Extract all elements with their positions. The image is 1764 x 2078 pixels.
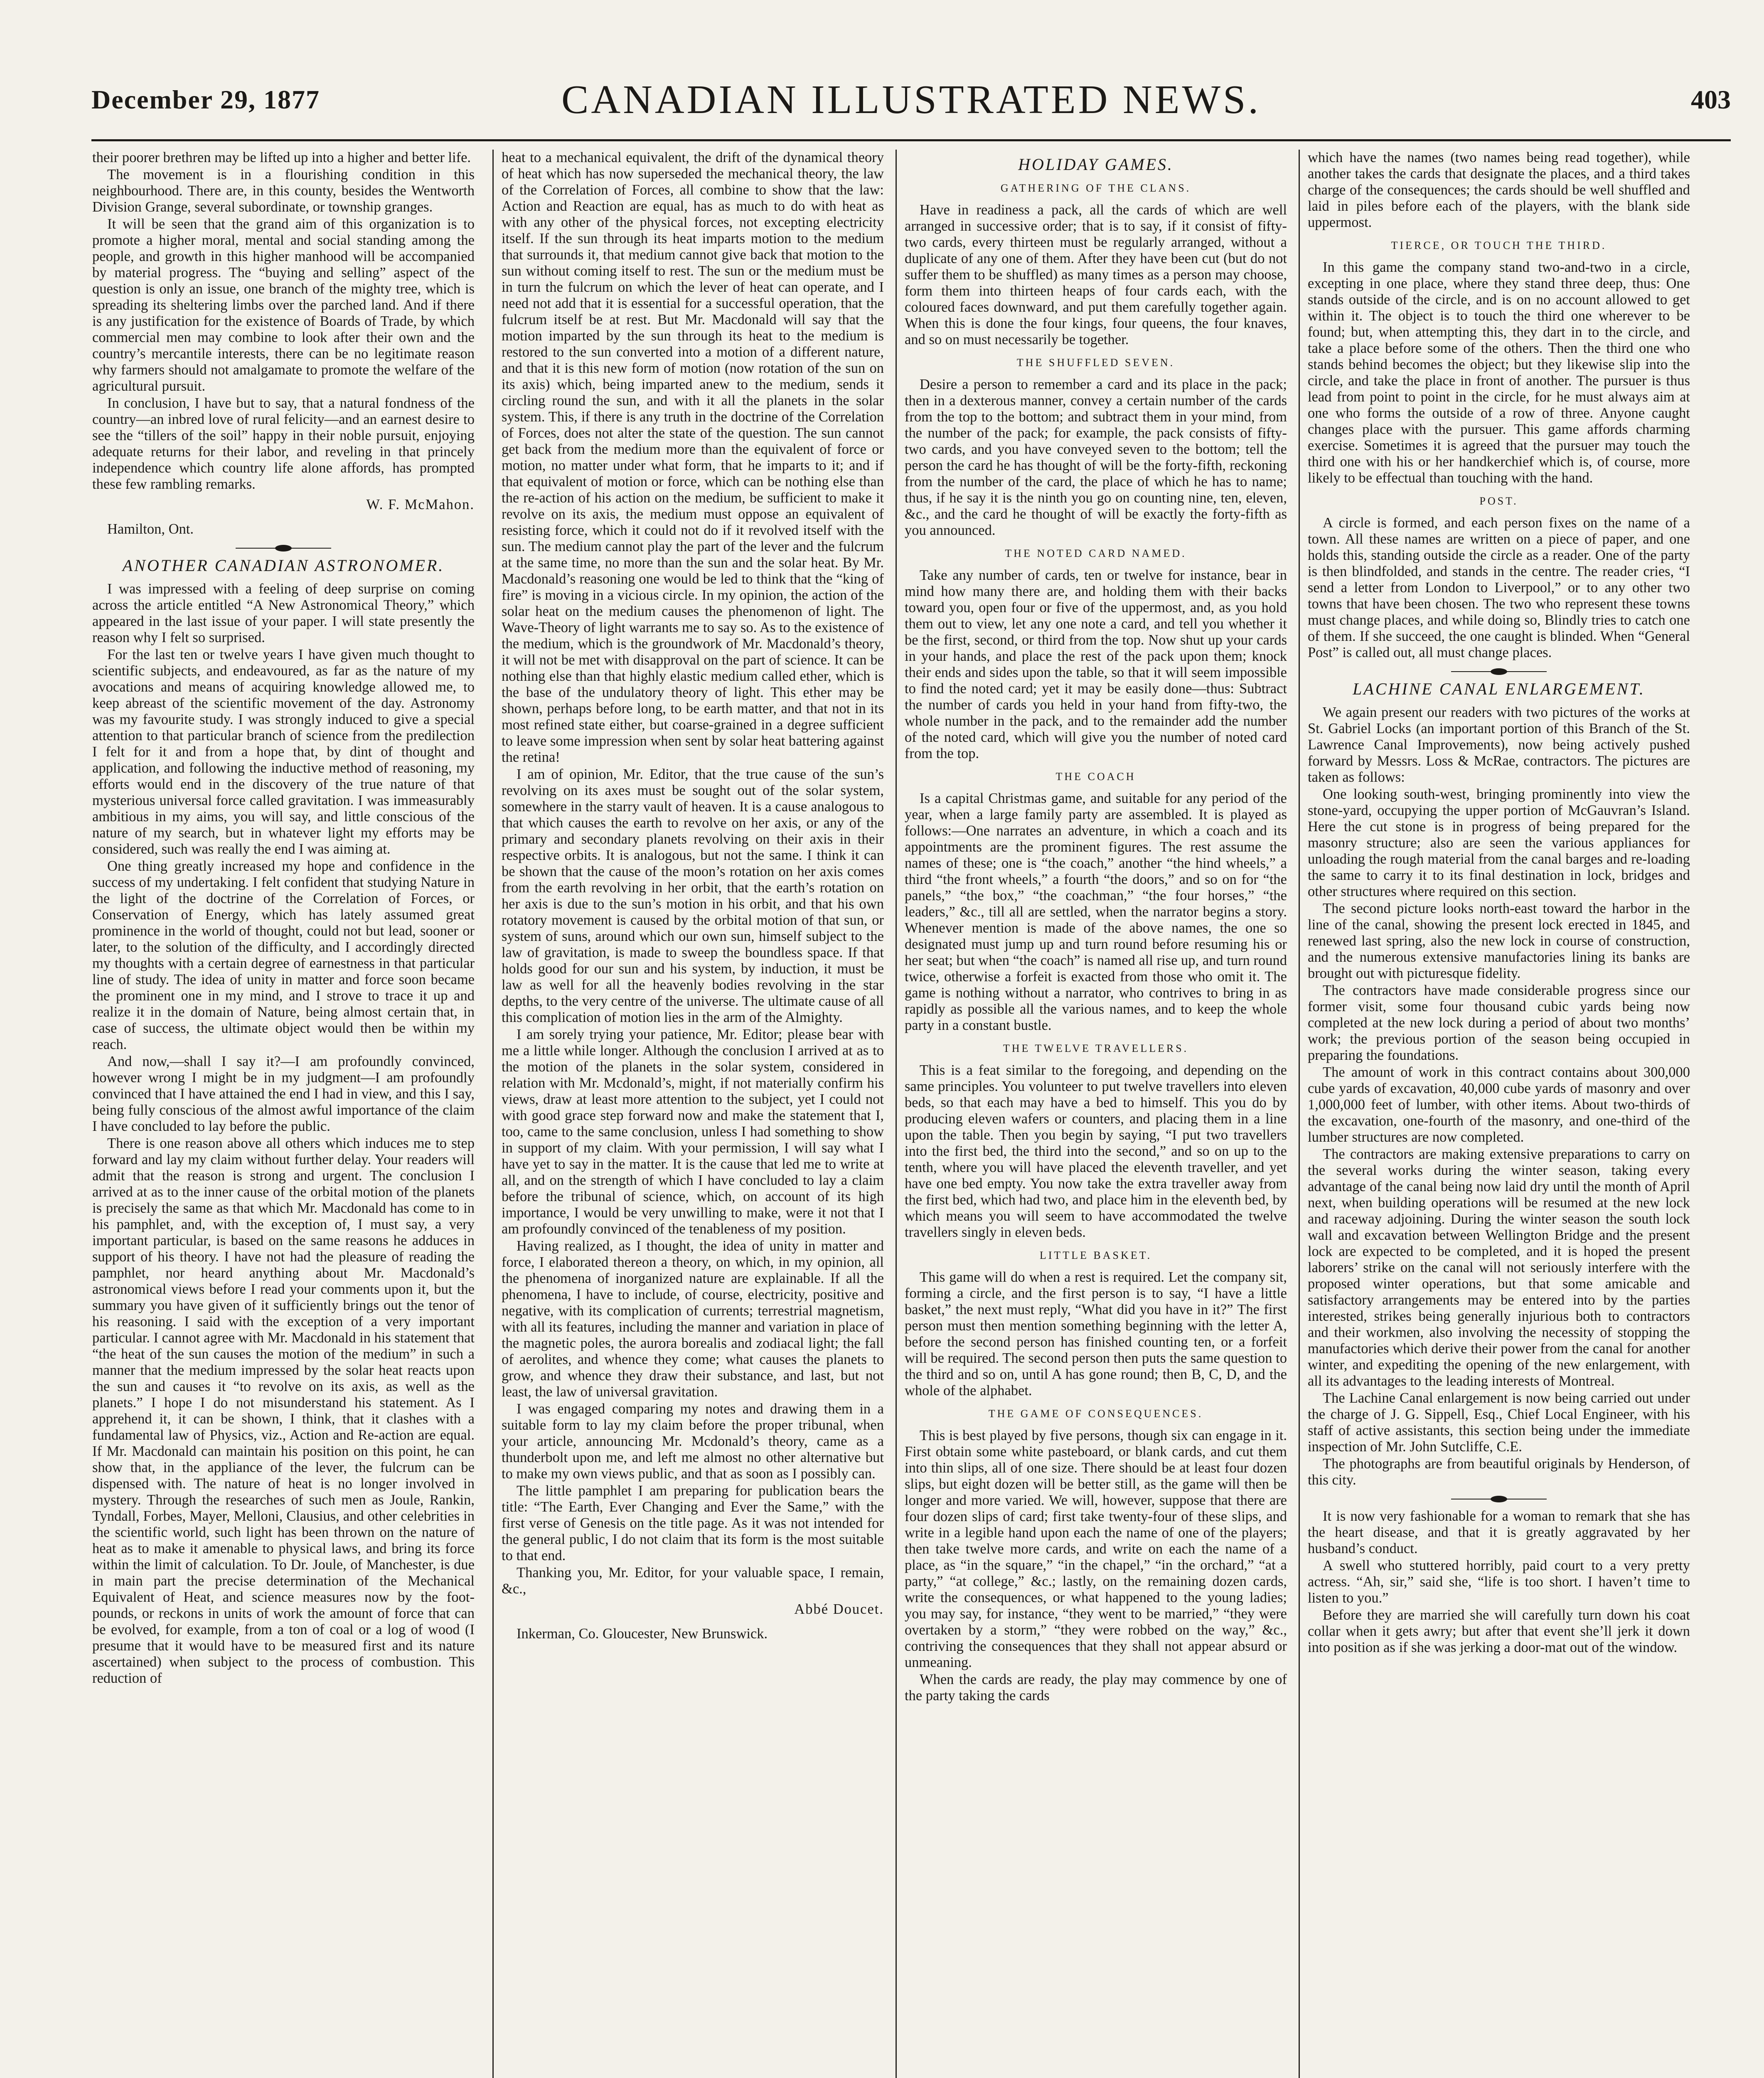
masthead <box>91 62 1731 137</box>
paragraph: Before they are married she will carefully turn down his coat collar when it gets awry; but after that event she’ll jerk it down into position as if she was jerking a door-mat out of the window. <box>1308 1607 1690 1655</box>
section-subheading: GATHERING OF THE CLANS. <box>1000 182 1191 194</box>
column-divider <box>1299 150 1300 2078</box>
paragraph: I was engaged comparing my notes and drawing them in a suitable form to lay my claim before the proper tribunal, when your article, announcing Mr. Mcdonald’s theory, came as a thunderbolt upon me, and left me almost no other alternative but to make my own views public, and that as soon as I possibly can. <box>502 1401 884 1482</box>
section-subheading: THE NOTED CARD NAMED. <box>1005 547 1187 559</box>
column-3 <box>905 150 1287 2078</box>
paragraph: The Lachine Canal enlargement is now being carried out under the charge of J. G. Sippell, Esq., Chief Local Engineer, with his staff of active assistants, this section being under the immediate inspection of Mr. John Sutcliffe, C.E. <box>1308 1390 1690 1455</box>
section-ornament <box>236 547 331 550</box>
paragraph: It is now very fashionable for a woman to remark that she has the heart disease, and that it is greatly aggravated by her husband’s conduct. <box>1308 1508 1690 1556</box>
section-subheading: TIERCE, OR TOUCH THE THIRD. <box>1391 239 1607 251</box>
article-heading: ANOTHER CANADIAN ASTRONOMER. <box>122 556 445 575</box>
paragraph: One thing greatly increased my hope and confidence in the success of my undertaking. I felt confident that studying Nature in the light of the doctrine of the Correlation of Forces, or Conservation of Energy, which has lately assumed great prominence in the world of thought, could not but lead, sooner or later, to the solution of the difficulty, and I accordingly directed my thoughts with a certain degree of earnestness in that particular line of study. The idea of unity in matter and force soon became the prominent one in my mind, and I strove to trace it up and realize it in the domain of Nature, being almost certain that, in case of success, the ultimate object would then be within my reach. <box>92 858 475 1052</box>
column-divider <box>896 150 897 2078</box>
paragraph: The photographs are from beautiful originals by Henderson, of this city. <box>1308 1456 1690 1488</box>
article-heading: LACHINE CANAL ENLARGEMENT. <box>1353 680 1645 698</box>
section-subheading: THE COACH <box>1055 771 1136 783</box>
paragraph: I am sorely trying your patience, Mr. Editor; please bear with me a little while longer. Although the conclusion I arrived at as to the motion of the planets in the solar system, considered in relation with Mr. Mcdonald’s, might, if not materially confirm his views, draw at least more attention to the subject, yet I could not with good grace step forward now and make the statement that I, too, came to the same conclusion, unless I had something to show in support of my claim. With your permission, I will say what I have yet to say in the matter. It is the cause that led me to write at all, and on the strength of which I have concluded to lay a claim before the tribunal of science, which, on account of its high importance, I would be very unwilling to make, were it not that I am profoundly convinced of the tenableness of my position. <box>502 1027 884 1237</box>
paragraph: This game will do when a rest is required. Let the company sit, forming a circle, and the first person is to say, “I have a little basket,” the next must reply, “What did you have in it?” The first person must then mention something beginning with the letter A, before the second person has finished counting ten, or a forfeit will be required. The second person then puts the same question to the third and so on, until A has gone round; then B, C, D, and the whole of the alphabet. <box>905 1269 1287 1398</box>
paragraph: Take any number of cards, ten or twelve for instance, bear in mind how many there are, and holding them with their backs toward you, open four or five of the uppermost, and, as you hold them out to view, let any one note a card, and tell you whether it be the first, second, or third from the top. Now shut up your cards in your hands, and place the rest of the pack upon them; knock their ends and sides upon the table, so that it will seem impossible to find the noted card; yet it may be easily done—thus: Subtract the number of cards you held in your hand from fifty-two, the whole number in the pack, and to the remainder add the number of the noted card, which will give you the number of noted card from the top. <box>905 567 1287 761</box>
column-1 <box>92 150 475 2078</box>
paragraph: When the cards are ready, the play may commence by one of the party taking the cards <box>905 1672 1287 1704</box>
dateline: Inkerman, Co. Gloucester, New Brunswick. <box>517 1626 768 1642</box>
paragraph: One looking south-west, bringing prominently into view the stone-yard, occupying the upper portion of McGauvran’s Island. Here the cut stone is in progress of being prepared for the masonry structure; also are seen the various appliances for unloading the rough material from the canal barges and re-loading the same to carry it to its final destination in lock, bridges and other structures where required on this section. <box>1308 786 1690 899</box>
section-ornament <box>1451 670 1547 673</box>
paragraph: We again present our readers with two pictures of the works at St. Gabriel Locks (an important portion of this Branch of the St. Lawrence Canal Improvements), now being actively pushed forward by Messrs. Loss & McRae, contractors. The pictures are taken as follows: <box>1308 704 1690 785</box>
author-signature: Abbé Doucet. <box>794 1601 884 1617</box>
paragraph: which have the names (two names being read together), while another takes the cards that designate the places, and a third takes charge of the consequences; the cards should be well shuffled and laid in piles before each of the players, with the blank side uppermost. <box>1308 150 1690 230</box>
paragraph: The little pamphlet I am preparing for publication bears the title: “The Earth, Ever Changing and Ever the Same,” with the first verse of Genesis on the title page. As it was not intended for the general public, I do not claim that its form is the most suitable to that end. <box>502 1483 884 1563</box>
paragraph: The contractors have made considerable progress since our former visit, some four thousand cubic yards being now completed at the new lock during a period of about two months’ work; the previous portion of the season being occupied in preparing the foundations. <box>1308 982 1690 1063</box>
paragraph: The second picture looks north-east toward the harbor in the line of the canal, showing the present lock erected in 1845, and renewed last spring, also the new lock in course of construction, and the numerous extensive manufactories lining its banks are brought out with picturesque fidelity. <box>1308 901 1690 981</box>
paragraph: I am of opinion, Mr. Editor, that the true cause of the sun’s revolving on its axes must be sought out of the solar system, somewhere in the starry vault of heaven. It is a cause analogous to that which causes the earth to revolve on her axis, or any of the primary and secondary planets revolving on their axis in their respective orbits. It is analogous, but not the same. I think it can be shown that the cause of the moon’s rotation on her axis comes from the earth revolving in her orbit, that the earth’s rotation on her axis is due to the sun’s motion in his orbit, and that his own rotatory movement is caused by the orbital motion of that sun, or system of suns, around which our own sun, himself subject to the law of gravitation, is made to sweep the boundless space. If that holds good for our sun and his system, by induction, it must be law as well for all the heavenly bodies revolving in the star depths, to the very centre of the universe. The ultimate cause of all this complication of motion lies in the arm of the Almighty. <box>502 766 884 1025</box>
paragraph: And now,—shall I say it?—I am profoundly convinced, however wrong I might be in my judgment—I am profoundly convinced that I have attained the end I had in view, and this I say, being fully conscious of the almost awful importance of the claim I have concluded to lay before the public. <box>92 1054 475 1134</box>
paragraph: heat to a mechanical equivalent, the drift of the dynamical theory of heat which has now superseded the mechanical theory, the law of the Correlation of Forces, all combine to show that the law: Action and Reaction are equal, has as much to do with heat as with any other of the physical forces, not excepting electricity itself. If the sun through its heat imparts motion to the medium that surrounds it, that medium cannot give back that motion to the sun without coming itself to rest. The sun or the medium must be in turn the fulcrum on which the lever of heat can operate, and I need not add that it is essential for a successful operation, that the fulcrum itself be at rest. But Mr. Macdonald will say that the motion imparted by the sun through its heat to the medium is restored to the sun converted into a motion of a different nature, and that it is this new form of motion (now rotation of the sun on its axis) which, being imparted anew to the medium, sends it circling round the sun, and with it all the planets in the solar system. This, if there is any truth in the doctrine of the Correlation of Forces, does not alter the state of the question. The sun cannot get back from the medium more than the equivalent of force or motion, no matter under what form, that he imparts to it; and if that equivalent of motion or force, which can be nothing else than the re-action of his action on the medium, be sufficient to make it revolve on its axis, the medium must oppose an equivalent of resisting force, which it could not do if it revolved itself with the sun. The medium cannot play the part of the lever and the fulcrum at the same time, no more than the sun and the solar heat. By Mr. Macdonald’s reasoning one would be led to think that the “king of fire” is moving in a vicious circle. In my opinion, the action of the solar heat on the medium causes the phenomenon of light. The Wave-Theory of light warrants me to say so. As to the existence of the medium, which is the groundwork of Mr. Macdonald’s theory, it will not be met with disapproval on the part of science. It can be nothing else than that highly elastic medium called ether, which is the base of the undulatory theory of light. This ether may be shown, perhaps before long, to be earth matter, and that not in its most refined state either, but coarse-grained in a degree sufficient to leave some impression when sent by solar heat battering against the retina! <box>502 150 884 765</box>
paragraph: A circle is formed, and each person fixes on the name of a town. All these names are written on a piece of paper, and one holds this, standing outside the circle as a reader. One of the party is then blindfolded, and stands in the centre. The reader cries, “I send a letter from London to Liverpool,” or to any other two towns that have been chosen. The two who represent these towns must change places, and while doing so, Blindly tries to catch one of them. If she succeed, the one caught is blinded. When “General Post” is called out, all must change places. <box>1308 515 1690 660</box>
paragraph: Thanking you, Mr. Editor, for your valuable space, I remain, &c., <box>502 1565 884 1597</box>
dateline: Hamilton, Ont. <box>107 521 194 537</box>
section-subheading: THE SHUFFLED SEVEN. <box>1016 357 1175 369</box>
paragraph: Having realized, as I thought, the idea of unity in matter and force, I elaborated thereon a theory, on which, in my opinion, all the phenomena of inorganized nature are explainable. If all the phenomena, I have to include, of course, electricity, positive and negative, with its complication of currents; terrestrial magnetism, with all its features, including the manner and variation in place of the magnetic poles, the aurora borealis and zodiacal light; the fall of aerolites, and whence they come; what causes the planets to grow, and whence they draw their substance, and last, but not least, the law of universal gravitation. <box>502 1238 884 1400</box>
paragraph: I was impressed with a feeling of deep surprise on coming across the article entitled “A New Astronomical Theory,” which appeared in the last issue of your paper. I will state presently the reason why I felt so surprised. <box>92 581 475 645</box>
paragraph: It will be seen that the grand aim of this organization is to promote a higher moral, mental and social standing among the people, and growth in this higher manhood will be accompanied by material progress. The “buying and selling” aspect of the question is only an issue, one branch of the mighty tree, which is spreading its sheltering limbs over the parched land. And if there is any justification for the existence of Boards of Trade, by which commercial men may combine to look after their own and the country’s mercantile interests, there can be no legitimate reason why farmers should not amalgamate to promote the welfare of the agricultural pursuit. <box>92 216 475 394</box>
page-number: 403 <box>1691 85 1731 114</box>
paragraph: A swell who stuttered horribly, paid court to a very pretty actress. “Ah, sir,” said she, “life is too short. I haven’t time to listen to you.” <box>1308 1558 1690 1606</box>
column-divider <box>492 150 494 2078</box>
paragraph: There is one reason above all others which induces me to step forward and lay my claim without further delay. Your readers will admit that the reason is strong and urgent. The conclusion I arrived at as to the inner cause of the orbital motion of the planets is precisely the same as that which Mr. Macdonald has come to in his pamphlet, and, with the exception of, I must say, a very important particular, is based on the same reasons he adduces in support of his theory. I have not had the pleasure of reading the pamphlet, nor heard anything about Mr. Macdonald’s astronomical views before I read your comments upon it, but the summary you have given of it sufficiently brings out the tenor of his reasoning. I said with the exception of a very important particular. I cannot agree with Mr. Macdonald in his statement that “the heat of the sun causes the motion of the medium” in such a manner that the medium impressed by the solar heat reacts upon the sun and causes it “to revolve on its axis, as well as the planets.” I hope I do not misunderstand his statement. As I apprehend it, it can be shown, I think, that it clashes with a fundamental law of Physics, viz., Action and Re-action are equal. If Mr. Macdonald can maintain his position on this point, he can show that, in the appliance of the lever, the fulcrum can be dispensed with. The nature of heat is no longer involved in mystery. Through the researches of such men as Joule, Rankin, Tyndall, Forbes, Mayer, Melloni, Clausius, and other celebrities in the scientific world, such light has been thrown on the nature of heat as to make it amenable to physical laws, and bring its force within the limit of calculation. To Dr. Joule, of Manchester, is due in main part the precise determination of the Mechanical Equivalent of Heat, and science measures now by the foot-pounds, or reckons in units of work the amount of force that can be evolved, for example, from a ton of coal or a log of wood (I presume that it would have to be measured first and its nature ascertained) when subject to the process of combustion. This reduction of <box>92 1135 475 1686</box>
paragraph: The amount of work in this contract contains about 300,000 cube yards of excavation, 40,000 cube yards of masonry and over 1,000,000 feet of lumber, with other items. About two-thirds of the excavation, one-fourth of the masonry, and one-third of the lumber structures are now completed. <box>1308 1064 1690 1145</box>
author-signature: W. F. McMahon. <box>366 497 475 512</box>
newspaper-title: CANADIAN ILLUSTRATED NEWS. <box>561 77 1261 122</box>
column-2 <box>502 150 884 2078</box>
section-subheading: LITTLE BASKET. <box>1039 1249 1152 1261</box>
section-subheading: THE GAME OF CONSEQUENCES. <box>988 1408 1203 1420</box>
paragraph: Have in readiness a pack, all the cards of which are well arranged in successive order; that is to say, if it consist of fifty-two cards, every thirteen must be regularly arranged, without a duplicate of any one of them. After they have been cut (but do not suffer them to be shuffled) as many times as a person may choose, form them into thirteen heaps of four cards each, with the coloured faces downward, and put them carefully together again. When this is done the four kings, four queens, the four knaves, and so on must necessarily be together. <box>905 202 1287 347</box>
paragraph: Desire a person to remember a card and its place in the pack; then in a dexterous manner, convey a certain number of the cards from the top to the bottom; and subtract them in your mind, from the number of the pack; for example, the pack consists of fifty-two cards, and you have conveyed seven to the bottom; tell the person the card he has thought of will be the forty-fifth, reckoning from the number of the card, the place of which he has to name; thus, if he say it is the ninth you go on counting nine, ten, eleven, &c., and the card he thought of will be exactly the forty-fifth as you announced. <box>905 377 1287 538</box>
paragraph: The contractors are making extensive preparations to carry on the several works during the winter season, taking every advantage of the canal being now laid dry until the month of April next, when building operations will be resumed at the new lock and raceway adjoining. During the winter season the south lock wall and excavation between Wellington Bridge and the present lock are expected to be completed, and it is hoped the present laborers’ strike on the canal will not seriously interfere with the proposed winter operations, but that some amicable and satisfactory arrangements may be entered into by the parties interested, strikes being generally injurious both to contractors and their workmen, also involving the necessity of stopping the manufactories which derive their power from the canal for another winter, and expediting the opening of the new enlargement, with all its advantages to the leading interests of Montreal. <box>1308 1146 1690 1389</box>
article-heading: HOLIDAY GAMES. <box>1018 155 1174 174</box>
paragraph: This is a feat similar to the foregoing, and depending on the same principles. You volunteer to put twelve travellers into eleven beds, so that each may have a bed to himself. This you do by producing eleven wafers or counters, and placing them in a line upon the table. Then you begin by saying, “I put two travellers into the first bed, the third into the second,” and so on up to the tenth, where you will have placed the eleventh traveller, and yet have one bed empty. You now take the extra traveller away from the first bed, which had two, and place him in the eleventh bed, by which means you will seem to have accommodated the twelve travellers singly in eleven beds. <box>905 1062 1287 1240</box>
paragraph: In conclusion, I have but to say, that a natural fondness of the country—an inbred love of rural felicity—and an earnest desire to see the “tillers of the soil” happy in their noble pursuit, enjoying adequate returns for their labor, and reveling in that princely independence which country life alone affords, has prompted these few rambling remarks. <box>92 395 475 492</box>
paragraph: The movement is in a flourishing condition in this neighbourhood. There are, in this county, besides the Wentworth Division Grange, several subordinate, or township granges. <box>92 167 475 215</box>
section-ornament <box>1451 1497 1547 1501</box>
issue-date: December 29, 1877 <box>91 85 320 114</box>
paragraph: This is best played by five persons, though six can engage in it. First obtain some white pasteboard, or blank cards, and cut them into thin slips, all of one size. There should be at least four dozen slips, but eight dozen will be better still, as the game will then be longer and more varied. We will, however, suppose that there are four dozen slips of card; first take twenty-four of these slips, and write in a legible hand upon each the name of one of the players; then take twelve more cards, and write on each the name of a place, as “in the square,” “in the chapel,” “in the orchard,” “at a party,” “at college,” &c.; lastly, on the remaining dozen cards, write the consequences, or what happened to the young ladies; you may say, for instance, “they went to be married,” “they were overtaken by a storm,” “they were robbed on the way,” &c., contriving the consequences that they shall not appear absurd or unmeaning. <box>905 1428 1287 1670</box>
masthead-rule <box>91 139 1731 141</box>
section-subheading: THE TWELVE TRAVELLERS. <box>1003 1042 1189 1054</box>
paragraph: their poorer brethren may be lifted up into a higher and better life. <box>92 150 471 165</box>
column-4 <box>1308 150 1690 2078</box>
section-subheading: POST. <box>1479 495 1518 507</box>
paragraph: Is a capital Christmas game, and suitable for any period of the year, when a large family party are assembled. It is played as follows:—One narrates an adventure, in which a coach and its appointments are the prominent figures. The rest assume the names of these; one is “the coach,” another “the hind wheels,” a third “the front wheels,” a fourth “the doors,” and so on for “the panels,” “the box,” “the coachman,” “the four horses,” “the leaders,” &c., till all are settled, when the narrator begins a story. Whenever mention is made of the above names, the one so designated must jump up and turn round before resuming his or her seat; but when “the coach” is named all rise up, and turn round twice, otherwise a forfeit is exacted from those who omit it. The game is nothing without a narrator, who contrives to bring in as rapidly as possible all the various names, and to keep the whole party in a constant bustle. <box>905 790 1287 1033</box>
paragraph: For the last ten or twelve years I have given much thought to scientific subjects, and endeavoured, as far as the nature of my avocations and means of acquiring knowledge allowed me, to keep abreast of the scientific movement of the day. Astronomy was my favourite study. I was strongly induced to give a special attention to that particular branch of science from the predilection I felt for it and from a hope that, by dint of thought and application, and following the inductive method of reasoning, my efforts would end in the discovery of the true nature of that mysterious universal force called gravitation. I was immeasurably ambitious in my aims, you will say, and little conscious of the nature of my search, but in whatever light my efforts may be considered, such was really the end I was aiming at. <box>92 647 475 857</box>
paragraph: In this game the company stand two-and-two in a circle, excepting in one place, where they stand three deep, thus: One stands outside of the circle, and is on no account allowed to get within it. The object is to touch the third one wherever to be found; but, when attempting this, they dart in to the circle, and take a place before some of the others. Then the third one who stands behind becomes the object; but they likewise slip into the circle, and take the place in front of another. The pursuer is thus lead from point to point in the circle, for he must always aim at one who forms the outside of a row of three. Anyone caught changes place with the pursuer. This game affords charming exercise. Sometimes it is agreed that the pursuer may touch the third one with his or her handkerchief which is, of course, more likely to be effectual than touching with the hand. <box>1308 259 1690 486</box>
